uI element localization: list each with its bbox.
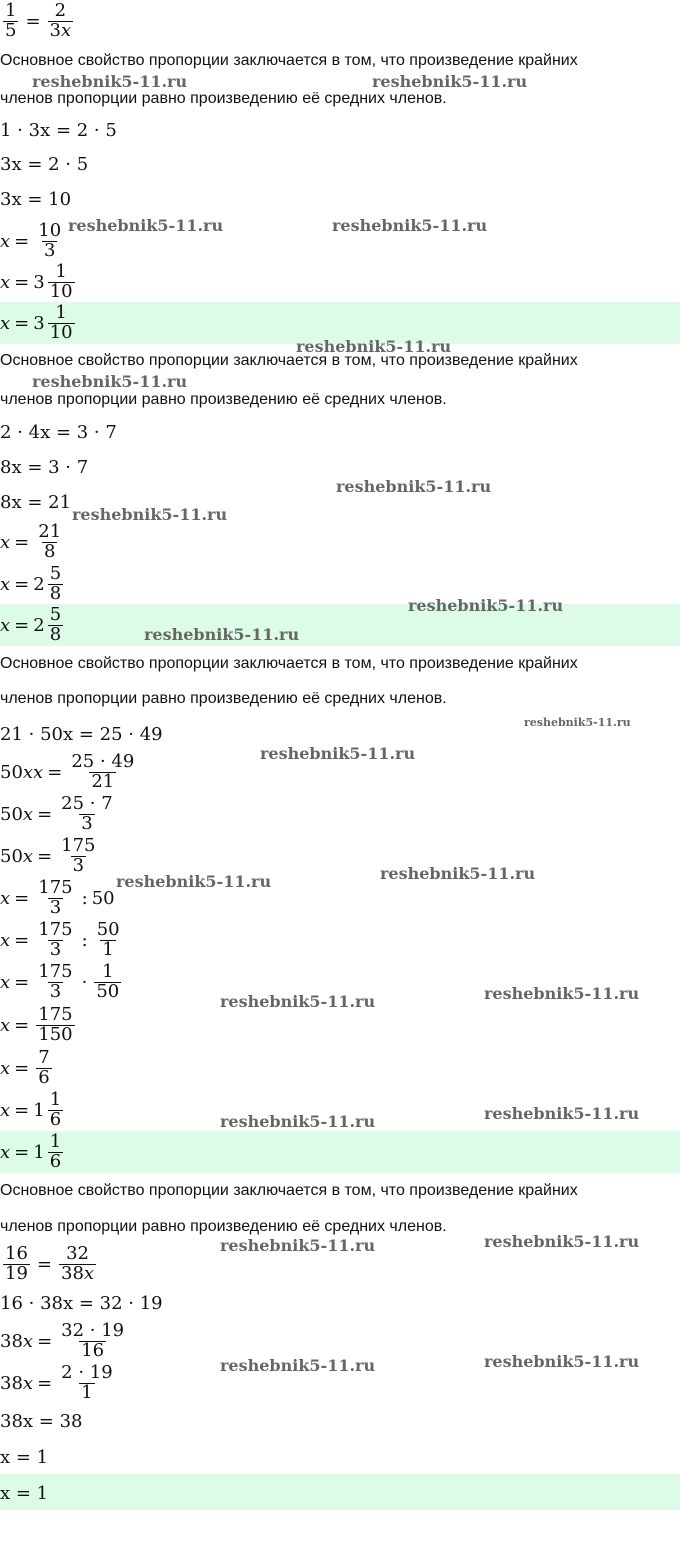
math-step: x = $\frac{175}{150}$	[0, 1003, 73, 1045]
math-step: $\frac{1}{5}$ = $\frac{2}{3x}$	[5, 0, 72, 41]
watermark: reshebnik5-11.ru	[484, 1232, 640, 1251]
answer: x = 3 $\frac{1}{10}$	[0, 301, 73, 343]
math-step: 16 · 38x = 32 · 19	[0, 1292, 163, 1314]
answer: x = 1	[0, 1482, 49, 1504]
watermark: reshebnik5-11.ru	[484, 1104, 640, 1123]
answer-highlight	[0, 604, 680, 646]
property-text: Основное свойство пропорции заключается в том, что произведение крайних	[0, 52, 578, 69]
math-step: 8x = 21	[0, 491, 72, 513]
math-step: 3x = 10	[0, 188, 72, 210]
math-step: x = 1	[0, 1446, 49, 1468]
math-step: x = $\frac{10}{3}$	[0, 219, 62, 261]
answer-highlight	[0, 1131, 680, 1173]
math-step: x = $\frac{21}{8}$	[0, 520, 62, 562]
watermark: reshebnik5-11.ru	[372, 72, 528, 91]
math-step: x = $\frac{175}{3}$ : 50	[0, 876, 115, 918]
math-step: x = $\frac{7}{6}$	[0, 1046, 50, 1088]
math-step: 8x = 3 · 7	[0, 456, 89, 478]
watermark: reshebnik5-11.ru	[336, 477, 492, 496]
property-text: членов пропорции равно произведению её средних членов.	[0, 391, 447, 408]
math-step: x = $\frac{175}{3}$ : $\frac{50}{1}$	[0, 918, 120, 960]
watermark: reshebnik5-11.ru	[72, 505, 228, 524]
math-step: x = 2 $\frac{5}{8}$	[0, 562, 62, 604]
math-step: 2 · 4x = 3 · 7	[0, 421, 117, 443]
math-step: 21 · 50x = 25 · 49	[0, 723, 163, 745]
watermark: reshebnik5-11.ru	[144, 625, 300, 644]
property-text: членов пропорции равно произведению её средних членов.	[0, 690, 447, 707]
watermark: reshebnik5-11.ru	[408, 596, 564, 615]
watermark: reshebnik5-11.ru	[68, 216, 224, 235]
watermark: reshebnik5-11.ru	[32, 72, 188, 91]
watermark: reshebnik5-11.ru	[524, 716, 631, 729]
watermark: reshebnik5-11.ru	[116, 872, 272, 891]
property-text: членов пропорции равно произведению её средних членов.	[0, 1218, 447, 1235]
math-step: 1 · 3x = 2 · 5	[0, 119, 117, 141]
answer-highlight	[0, 1474, 680, 1510]
watermark: reshebnik5-11.ru	[484, 1352, 640, 1371]
answer: x = 2 $\frac{5}{8}$	[0, 603, 62, 645]
math-step: 50 x = $\frac{175}{3}$	[0, 834, 96, 876]
math-step: 3x = 2 · 5	[0, 153, 89, 175]
watermark: reshebnik5-11.ru	[220, 1236, 376, 1255]
math-step: $\frac{16}{19}$ = $\frac{32}{38x}$	[5, 1242, 95, 1284]
watermark: reshebnik5-11.ru	[220, 992, 376, 1011]
watermark: reshebnik5-11.ru	[220, 1112, 376, 1131]
math-step: 38 x = $\frac{32 \cdot 19}{16}$	[0, 1319, 125, 1361]
watermark: reshebnik5-11.ru	[32, 372, 188, 391]
math-step: 38 x = $\frac{2 \cdot 19}{1}$	[0, 1361, 113, 1403]
math-step: x = 1 $\frac{1}{6}$	[0, 1088, 62, 1130]
answer: x = 1 $\frac{1}{6}$	[0, 1130, 62, 1172]
math-step: x = 3 $\frac{1}{10}$	[0, 260, 73, 302]
watermark: reshebnik5-11.ru	[220, 1356, 376, 1375]
property-text: Основное свойство пропорции заключается в том, что произведение крайних	[0, 352, 578, 369]
property-text: Основное свойство пропорции заключается в том, что произведение крайних	[0, 655, 578, 672]
watermark: reshebnik5-11.ru	[260, 744, 416, 763]
watermark: reshebnik5-11.ru	[296, 337, 452, 356]
math-step: 38x = 38	[0, 1410, 83, 1432]
math-step: 50 xx = $\frac{25 \cdot 49}{21}$	[0, 750, 135, 792]
property-text: Основное свойство пропорции заключается в том, что произведение крайних	[0, 1182, 578, 1199]
watermark: reshebnik5-11.ru	[484, 984, 640, 1003]
math-step: 50 x = $\frac{25 \cdot 7}{3}$	[0, 792, 113, 834]
watermark: reshebnik5-11.ru	[380, 864, 536, 883]
math-step: x = $\frac{175}{3}$ · $\frac{1}{50}$	[0, 960, 120, 1002]
property-text: членов пропорции равно произведению её средних членов.	[0, 90, 447, 107]
watermark: reshebnik5-11.ru	[332, 216, 488, 235]
